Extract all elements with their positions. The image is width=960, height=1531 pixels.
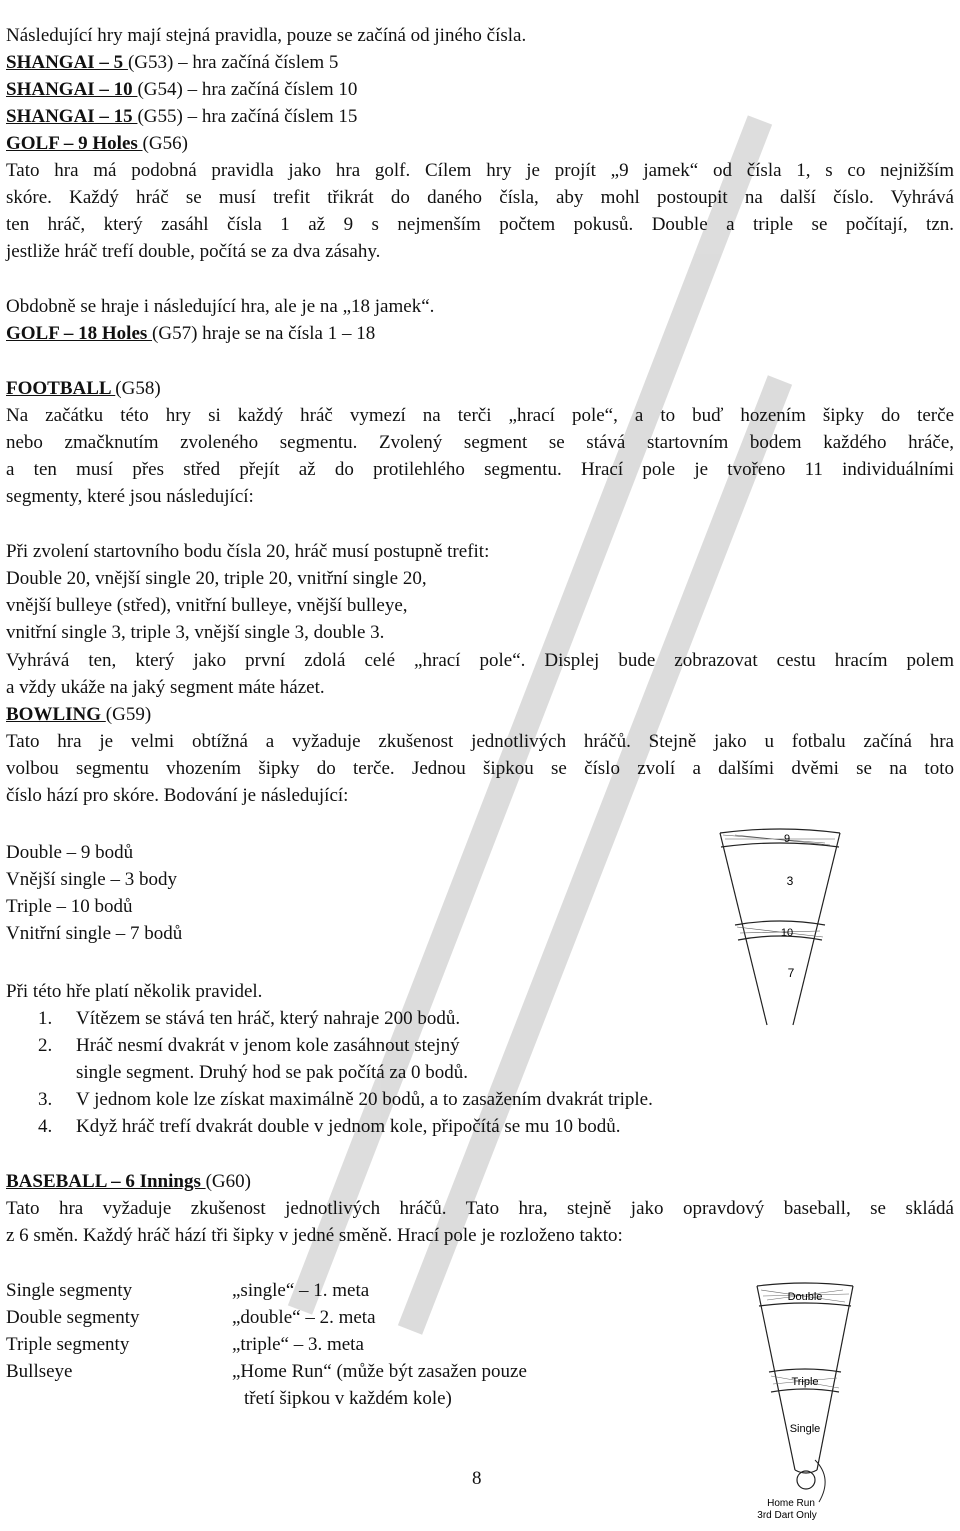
baseball-value: „single“ – 1. meta <box>232 1280 370 1301</box>
bowling-score-item: Vnější single – 3 body <box>6 869 177 890</box>
golf9-line: Tato hra má podobná pravidla jako hra golf. Cílem hry je projít „9 jamek“ od čísla 1, s co nejnižším <box>6 160 954 181</box>
baseball-segment: Bullseye <box>6 1361 73 1382</box>
baseball-segment-diagram <box>755 1280 865 1530</box>
rule-text: single segment. Druhý hod se pak počítá za 0 bodů. <box>76 1062 469 1083</box>
baseball-value: „double“ – 2. meta <box>232 1307 376 1328</box>
baseball-segment: Triple segmenty <box>6 1334 130 1355</box>
football-line: Double 20, vnější single 20, triple 20, vnitřní single 20, <box>6 568 427 589</box>
bowling-score-item: Double – 9 bodů <box>6 842 134 863</box>
baseball-label-single: Single <box>789 1423 821 1435</box>
shangai-10-desc: (G54) – hra začíná číslem 10 <box>137 79 358 100</box>
bowling-score-item: Triple – 10 bodů <box>6 896 133 917</box>
rule-number: 2. <box>38 1035 53 1056</box>
football-title: FOOTBALL <box>6 378 116 399</box>
bowling-score-item: Vnitřní single – 7 bodů <box>6 923 183 944</box>
rule-number: 1. <box>38 1008 53 1029</box>
bowling-label-triple: 10 <box>780 927 794 939</box>
golf-similar-text: Obdobně se hraje i následující hra, ale je na „18 jamek“. <box>6 296 435 317</box>
baseball-title: BASEBALL – 6 Innings <box>6 1171 206 1192</box>
shangai-15-title: SHANGAI – 15 <box>6 106 138 127</box>
golf18-heading <box>6 323 375 345</box>
football-line: vnější bulleye (střed), vnitřní bulleye, vnější bulleye, <box>6 595 408 616</box>
golf9-line: skóre. Každý hráč se musí trefit třikrát do daného čísla, aby mohl postoupit na další číslo. Vyhrává <box>6 187 954 208</box>
baseball-label-triple: Triple <box>791 1376 819 1388</box>
football-heading <box>6 378 161 400</box>
shangai-15-desc: (G55) – hra začíná číslem 15 <box>137 106 358 127</box>
football-line: Vyhrává ten, který jako první zdolá celé „hrací pole“. Displej bude zobrazovat cestu hracím polem <box>6 650 954 671</box>
bowling-segment-diagram <box>715 825 845 1035</box>
rule-text: Vítězem se stává ten hráč, který nahraje 200 bodů. <box>76 1008 461 1029</box>
football-line: Na začátku této hry si každý hráč vymezí na terči „hrací pole“, a to buď hozením šipky do terče <box>6 405 954 426</box>
bowling-code: (G59) <box>105 704 152 725</box>
golf9-heading <box>6 133 188 155</box>
bowling-line: Tato hra je velmi obtížná a vyžaduje zkušenost jednotlivých hráčů. Stejně jako u fotbalu začíná hra <box>6 731 954 752</box>
rule-text: V jednom kole lze získat maximálně 20 bodů, a to zasažením dvakrát triple. <box>76 1089 653 1110</box>
golf9-title: GOLF – 9 Holes <box>6 133 143 154</box>
football-code: (G58) <box>115 378 161 399</box>
rule-number: 3. <box>38 1089 53 1110</box>
bowling-line: číslo hází pro skóre. Bodování je následující: <box>6 785 349 806</box>
football-line: Při zvolení startovního bodu čísla 20, hráč musí postupně trefit: <box>6 541 490 562</box>
rule-text: Hráč nesmí dvakrát v jenom kole zasáhnout stejný <box>76 1035 460 1056</box>
intro-text: Následující hry mají stejná pravidla, pouze se začíná od jiného čísla. <box>6 25 527 46</box>
shangai-15-line <box>6 106 357 128</box>
golf9-line: ten hráč, který zasáhl čísla 1 až 9 s nejmenším počtem pokusů. Double a triple se počítají, tzn. <box>6 214 954 235</box>
bowling-label-inner-single: 7 <box>787 966 795 980</box>
shangai-5-title: SHANGAI – 5 <box>6 52 128 73</box>
bowling-label-double: 9 <box>783 833 791 845</box>
golf18-title: GOLF – 18 Holes <box>6 323 153 344</box>
baseball-label-home-run: Home Run <box>767 1498 815 1509</box>
football-line: vnitřní single 3, triple 3, vnější single 3, double 3. <box>6 622 385 643</box>
football-line: nebo zmačknutím zvoleného segmentu. Zvolený segment se stává startovním bodem každého hráče, <box>6 432 954 453</box>
bowling-line: volbou segmentu vhozením šipky do terče. Jednou šipkou se číslo zvolí a dalšími dvěmi se na toto <box>6 758 954 779</box>
baseball-segment: Single segmenty <box>6 1280 133 1301</box>
baseball-label-double: Double <box>787 1291 823 1303</box>
football-line: a vždy ukáže na jaký segment máte házet. <box>6 677 325 698</box>
baseball-line: z 6 směn. Každý hráč hází tři šipky v jedné směně. Hrací pole je rozloženo takto: <box>6 1225 623 1246</box>
rule-number: 4. <box>38 1116 53 1137</box>
shangai-10-line <box>6 79 357 101</box>
page-number: 8 <box>472 1468 482 1489</box>
bowling-rules-intro: Při této hře platí několik pravidel. <box>6 981 263 1002</box>
baseball-code: (G60) <box>205 1171 251 1192</box>
baseball-value-cont: třetí šipkou v každém kole) <box>244 1388 452 1409</box>
baseball-value: „Home Run“ (může být zasažen pouze <box>232 1361 527 1382</box>
shangai-5-line <box>6 52 338 74</box>
baseball-label-third-dart: 3rd Dart Only <box>757 1510 817 1521</box>
golf9-line: jestliže hráč trefí double, počítá se za dva zásahy. <box>6 241 381 262</box>
football-line: segmenty, které jsou následující: <box>6 486 254 507</box>
rule-text: Když hráč trefí dvakrát double v jednom kole, připočítá se mu 10 bodů. <box>76 1116 621 1137</box>
shangai-5-desc: (G53) – hra začíná číslem 5 <box>127 52 339 73</box>
bowling-heading <box>6 704 151 726</box>
baseball-line: Tato hra vyžaduje zkušenost jednotlivých hráčů. Tato hra, stejně jako opravdový baseball, se skládá <box>6 1198 954 1219</box>
bowling-title: BOWLING <box>6 704 106 725</box>
football-line: a ten musí přes střed přejít až do protilehlého segmentu. Hrací pole je tvořeno 11 individuálními <box>6 459 954 480</box>
golf18-desc: (G57) hraje se na čísla 1 – 18 <box>152 323 376 344</box>
bowling-label-outer-single: 3 <box>786 874 794 888</box>
baseball-segment: Double segmenty <box>6 1307 140 1328</box>
baseball-value: „triple“ – 3. meta <box>232 1334 364 1355</box>
shangai-10-title: SHANGAI – 10 <box>6 79 138 100</box>
golf9-code: (G56) <box>142 133 188 154</box>
baseball-heading <box>6 1171 251 1193</box>
